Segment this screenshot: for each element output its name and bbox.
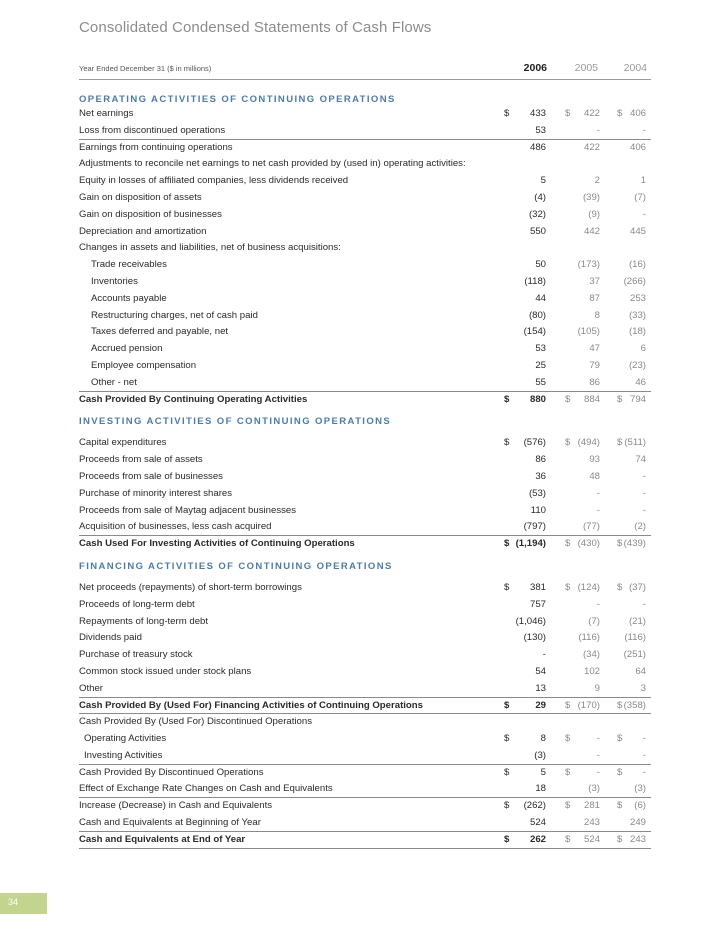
currency-symbol: $ — [617, 108, 623, 119]
value-2004: (439) — [623, 538, 646, 550]
value-2006: (80) — [528, 309, 546, 321]
value-2004: - — [642, 749, 646, 761]
currency-symbol: $ — [504, 108, 510, 119]
currency-symbol: $ — [565, 108, 571, 119]
row-label: Effect of Exchange Rate Changes on Cash and Equivalents — [79, 783, 333, 795]
value-2006: 433 — [529, 108, 546, 119]
currency-symbol: $ — [565, 733, 571, 745]
row-label: Equity in losses of affiliated companies, less dividends received — [79, 175, 349, 187]
row-label: Common stock issued under stock plans — [79, 665, 252, 677]
currency-symbol: $ — [617, 766, 623, 778]
value-2005: - — [596, 766, 600, 778]
value-2004: 6 — [640, 343, 646, 355]
section-title: OPERATING ACTIVITIES OF CONTINUING OPERATIONS — [79, 94, 396, 105]
row-label: Operating Activities — [84, 733, 167, 745]
table-row — [79, 452, 651, 469]
value-2004: - — [642, 124, 646, 136]
row-label: Trade receivables — [91, 259, 167, 271]
value-2005: (7) — [588, 615, 600, 627]
value-2004: 249 — [629, 817, 646, 829]
value-2005: 79 — [589, 359, 600, 371]
currency-symbol: $ — [565, 766, 571, 778]
value-2004: (37) — [628, 581, 646, 593]
value-2005: (77) — [582, 521, 600, 533]
value-2005: 37 — [589, 275, 600, 287]
currency-symbol: $ — [504, 699, 510, 711]
year-header-2006: 2006 — [523, 62, 547, 74]
value-2004: - — [642, 598, 646, 610]
table-row — [79, 274, 651, 291]
currency-symbol: $ — [565, 833, 571, 845]
value-2005: 281 — [583, 800, 600, 812]
value-2006: (118) — [524, 275, 546, 287]
table-row — [79, 630, 651, 647]
value-2006: (1,046) — [515, 615, 546, 627]
table-row — [79, 815, 651, 832]
value-2006: 5 — [540, 766, 546, 778]
table-row — [79, 503, 651, 520]
currency-symbol: $ — [617, 733, 623, 745]
value-2006: 53 — [535, 343, 546, 355]
value-2005: (170) — [577, 699, 600, 711]
currency-symbol: $ — [504, 766, 510, 778]
currency-symbol: $ — [504, 437, 510, 449]
table-row — [79, 156, 651, 173]
value-2004: (23) — [628, 359, 646, 371]
value-2005: - — [596, 487, 600, 499]
row-label: Capital expenditures — [79, 437, 167, 449]
value-2006: 5 — [540, 175, 546, 187]
value-2005: - — [596, 733, 600, 745]
value-2005: (34) — [582, 649, 600, 661]
value-2004: (358) — [623, 699, 646, 711]
row-label: Earnings from continuing operations — [79, 141, 233, 153]
table-row — [79, 469, 651, 486]
row-label: Purchase of treasury stock — [79, 649, 193, 661]
table-row — [79, 341, 651, 358]
currency-symbol: $ — [617, 581, 623, 593]
currency-symbol: $ — [504, 833, 510, 845]
row-label: Acquisition of businesses, less cash acquired — [79, 521, 272, 533]
value-2004: 64 — [635, 665, 646, 677]
value-2006: (130) — [523, 632, 546, 644]
row-label: Purchase of minority interest shares — [79, 487, 233, 499]
value-2006: (4) — [534, 191, 546, 203]
row-label: Other - net — [91, 376, 137, 388]
row-label: Inventories — [91, 275, 138, 287]
page-number-tab — [0, 893, 47, 914]
value-2005: (3) — [588, 783, 600, 795]
value-2004: - — [642, 766, 646, 778]
row-label: Gain on disposition of assets — [79, 191, 202, 203]
row-label: Proceeds of long-term debt — [79, 598, 195, 610]
currency-symbol: $ — [565, 699, 571, 711]
value-2005: (9) — [588, 208, 600, 220]
value-2006: (3) — [534, 749, 546, 761]
value-2004: 445 — [629, 225, 646, 237]
row-label: Proceeds from sale of Maytag adjacent businesses — [79, 504, 297, 516]
currency-symbol: $ — [504, 393, 510, 405]
row-label: Cash Provided By Continuing Operating Activities — [79, 393, 308, 405]
currency-symbol: $ — [565, 800, 571, 812]
value-2005: 422 — [583, 141, 600, 153]
value-2006: 110 — [530, 504, 546, 516]
value-2004: (2) — [634, 521, 646, 533]
table-row — [79, 519, 651, 536]
row-label: Cash Provided By (Used For) Financing Activities of Continuing Operations — [79, 699, 423, 711]
currency-symbol: $ — [504, 538, 510, 550]
value-2004: (251) — [623, 649, 646, 661]
value-2006: (262) — [523, 800, 546, 812]
currency-symbol: $ — [617, 833, 623, 845]
value-2006: 262 — [529, 833, 546, 845]
table-row — [79, 647, 651, 664]
table-row — [79, 324, 651, 341]
value-2004: 74 — [635, 454, 646, 466]
table-row — [79, 781, 651, 798]
total-row — [79, 392, 651, 409]
row-label: Increase (Decrease) in Cash and Equivalents — [79, 800, 273, 812]
currency-symbol: $ — [617, 538, 623, 550]
table-row — [79, 190, 651, 207]
value-2005: - — [596, 124, 600, 136]
row-label: Depreciation and amortization — [79, 225, 207, 237]
table-row — [79, 714, 651, 731]
page-title: Consolidated Condensed Statements of Cash Flows — [79, 19, 432, 36]
currency-symbol: $ — [617, 393, 623, 405]
value-2004: - — [642, 487, 646, 499]
value-2006: 757 — [529, 598, 546, 610]
currency-symbol: $ — [565, 538, 571, 550]
value-2005: 48 — [589, 470, 600, 482]
value-2005: 86 — [589, 376, 600, 388]
row-label: Cash Provided By Discontinued Operations — [79, 766, 264, 778]
value-2006: (576) — [523, 437, 546, 449]
row-label: Cash and Equivalents at Beginning of Year — [79, 817, 261, 829]
row-label: Proceeds from sale of assets — [79, 454, 203, 466]
value-2006: 36 — [535, 470, 546, 482]
value-2005: 422 — [583, 108, 600, 119]
value-2006: 8 — [540, 733, 546, 745]
value-2004: - — [642, 208, 646, 220]
currency-symbol: $ — [565, 437, 571, 449]
currency-symbol: $ — [504, 581, 510, 593]
value-2006: 486 — [529, 141, 546, 153]
currency-symbol: $ — [617, 699, 623, 711]
table-row — [79, 207, 651, 224]
value-2004: - — [642, 504, 646, 516]
row-label: Net proceeds (repayments) of short-term borrowings — [79, 581, 302, 593]
table-row — [79, 765, 651, 782]
currency-symbol: $ — [504, 733, 510, 745]
value-2004: 3 — [640, 682, 646, 694]
value-2004: (33) — [628, 309, 646, 321]
row-label: Loss from discontinued operations — [79, 124, 226, 136]
value-2005: (39) — [582, 191, 600, 203]
value-2006: 53 — [535, 124, 546, 136]
table-row — [79, 681, 651, 698]
row-label: Accrued pension — [91, 343, 163, 355]
section-title: FINANCING ACTIVITIES OF CONTINUING OPERATIONS — [79, 560, 393, 572]
value-2004: 253 — [629, 292, 646, 304]
value-2004: 794 — [629, 393, 646, 405]
value-2005: (116) — [578, 632, 600, 644]
value-2005: 47 — [589, 343, 600, 355]
currency-symbol: $ — [504, 800, 510, 812]
value-2006: 50 — [535, 259, 546, 271]
value-2005: 524 — [583, 833, 600, 845]
table-row — [79, 486, 651, 503]
page-number: 34 — [8, 897, 19, 907]
value-2004: (16) — [628, 259, 646, 271]
value-2006: 55 — [535, 376, 546, 388]
value-2006: 381 — [529, 581, 546, 593]
value-2004: - — [642, 733, 646, 745]
row-label: Proceeds from sale of businesses — [79, 470, 223, 482]
table-row — [79, 798, 651, 815]
value-2004: 46 — [635, 376, 646, 388]
row-label: Cash Provided By (Used For) Discontinued Operations — [79, 716, 313, 728]
value-2006: (53) — [528, 487, 546, 499]
value-2006: - — [542, 649, 546, 661]
value-2005: 102 — [583, 665, 600, 677]
value-2006: (32) — [528, 208, 546, 220]
row-label: Employee compensation — [91, 359, 197, 371]
value-2006: 44 — [535, 292, 546, 304]
table-row — [79, 375, 651, 392]
table-row — [79, 614, 651, 631]
column-header-row — [79, 60, 651, 80]
value-2004: (21) — [628, 615, 646, 627]
table-row — [79, 224, 651, 241]
value-2006: 25 — [535, 359, 546, 371]
row-label: Accounts payable — [91, 292, 167, 304]
column-header-label: Year Ended December 31 ($ in millions) — [79, 64, 212, 73]
row-label: Changes in assets and liabilities, net of business acquisitions: — [79, 242, 341, 254]
row-label: Adjustments to reconcile net earnings to net cash provided by (used in) operating activities: — [79, 158, 466, 170]
table-row — [79, 731, 651, 748]
table-row — [79, 240, 651, 257]
table-row — [79, 257, 651, 274]
table-row — [79, 580, 651, 597]
value-2005: (173) — [577, 259, 600, 271]
value-2005: (105) — [577, 326, 600, 338]
table-row — [79, 173, 651, 190]
cash-flow-statement — [79, 86, 651, 849]
section-title: INVESTING ACTIVITIES OF CONTINUING OPERATIONS — [79, 416, 392, 428]
value-2005: - — [596, 749, 600, 761]
value-2005: 9 — [594, 682, 600, 694]
currency-symbol: $ — [565, 393, 571, 405]
value-2004: (6) — [634, 800, 646, 812]
value-2004: (116) — [624, 632, 646, 644]
table-row — [79, 291, 651, 308]
value-2006: 54 — [535, 665, 546, 677]
value-2006: 550 — [529, 225, 546, 237]
table-row — [79, 664, 651, 681]
value-2004: 406 — [629, 141, 646, 153]
value-2005: 884 — [583, 393, 600, 405]
row-label: Net earnings — [79, 108, 134, 119]
table-row — [79, 140, 651, 157]
value-2004: - — [642, 470, 646, 482]
value-2006: 18 — [535, 783, 546, 795]
value-2006: (797) — [523, 521, 546, 533]
table-row — [79, 358, 651, 375]
value-2006: (154) — [523, 326, 546, 338]
value-2005: - — [596, 598, 600, 610]
table-row — [79, 435, 651, 452]
value-2006: 524 — [529, 817, 546, 829]
value-2004: 243 — [629, 833, 646, 845]
total-row — [79, 536, 651, 553]
value-2004: (266) — [623, 275, 646, 287]
table-row — [79, 106, 651, 123]
row-label: Cash Used For Investing Activities of Continuing Operations — [79, 538, 355, 550]
value-2005: (430) — [577, 538, 600, 550]
table-row — [79, 123, 651, 140]
value-2005: 87 — [589, 292, 600, 304]
value-2004: (18) — [628, 326, 646, 338]
row-label: Investing Activities — [84, 749, 163, 761]
row-label: Restructuring charges, net of cash paid — [91, 309, 258, 321]
value-2004: 1 — [640, 175, 646, 187]
value-2005: 243 — [583, 817, 600, 829]
value-2005: (494) — [577, 437, 600, 449]
value-2005: 2 — [594, 175, 600, 187]
value-2005: (124) — [577, 581, 600, 593]
value-2005: - — [596, 504, 600, 516]
value-2004: 406 — [629, 108, 646, 119]
total-row — [79, 832, 651, 849]
currency-symbol: $ — [565, 581, 571, 593]
row-label: Other — [79, 682, 103, 694]
value-2006: (1,194) — [515, 538, 546, 550]
value-2004: (511) — [624, 437, 646, 449]
value-2006: 86 — [535, 454, 546, 466]
row-label: Cash and Equivalents at End of Year — [79, 833, 246, 845]
value-2006: 13 — [535, 682, 546, 694]
table-row — [79, 748, 651, 765]
table-row — [79, 597, 651, 614]
value-2004: (3) — [634, 783, 646, 795]
value-2006: 880 — [529, 393, 546, 405]
table-row — [79, 308, 651, 325]
value-2005: 442 — [583, 225, 600, 237]
row-label: Gain on disposition of businesses — [79, 208, 222, 220]
row-label: Dividends paid — [79, 632, 142, 644]
currency-symbol: $ — [617, 800, 623, 812]
year-header-2004: 2004 — [623, 62, 647, 74]
total-row — [79, 698, 651, 715]
value-2006: 29 — [535, 699, 546, 711]
value-2005: 93 — [589, 454, 600, 466]
value-2004: (7) — [634, 191, 646, 203]
year-header-2005: 2005 — [574, 62, 598, 74]
row-label: Repayments of long-term debt — [79, 615, 209, 627]
currency-symbol: $ — [617, 437, 623, 449]
value-2005: 8 — [594, 309, 600, 321]
row-label: Taxes deferred and payable, net — [91, 326, 229, 338]
